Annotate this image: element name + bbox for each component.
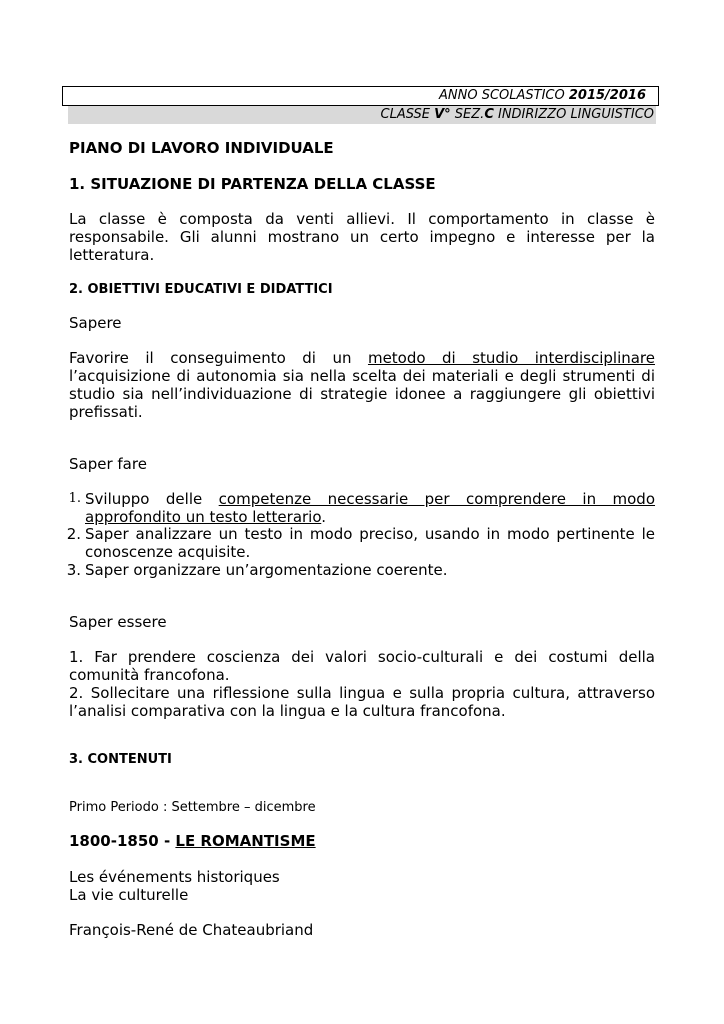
topic-heading	[69, 832, 655, 850]
list-item-text: Saper analizzare un testo in modo preciso, usando in modo pertinente le conoscenze acquisite.	[85, 525, 655, 561]
sapere-text	[69, 349, 655, 421]
document-title: PIANO DI LAVORO INDIVIDUALE	[69, 139, 334, 157]
period-label: Primo Periodo : Settembre – dicembre	[69, 800, 316, 815]
address-label: INDIRIZZO LINGUISTICO	[493, 107, 654, 122]
content-item-2: La vie culturelle	[69, 886, 189, 904]
saper-fare-item-3	[55, 561, 655, 579]
saper-fare-item-2	[55, 525, 655, 561]
sapere-text-start: Favorire il conseguimento di un	[69, 349, 368, 367]
list-item-text-end: .	[321, 508, 327, 526]
class-value: V°	[434, 107, 451, 122]
school-year	[439, 88, 646, 103]
section-2-heading: 2. OBIETTIVI EDUCATIVI E DIDATTICI	[69, 282, 333, 297]
list-item-underlined-text: competenze necessarie per comprendere in modo approfondito un testo letterario	[85, 490, 656, 526]
topic-title: LE ROMANTISME	[175, 832, 316, 850]
section-3-heading: 3. CONTENUTI	[69, 752, 172, 767]
saper-fare-label: Saper fare	[69, 455, 147, 473]
sapere-text-end: l’acquisizione di autonomia sia nella scelta dei materiali e degli strumenti di studio sia nell’individuazione di strategie idonee a raggiungere gli obiettivi prefissati.	[69, 367, 655, 421]
school-year-label: ANNO SCOLASTICO	[439, 88, 569, 103]
list-item-text	[85, 490, 655, 526]
list-item-text-start: Sviluppo delle	[85, 490, 219, 508]
header-year-box	[62, 86, 659, 106]
content-item-1: Les événements historiques	[69, 868, 280, 886]
class-label: CLASSE	[380, 107, 435, 122]
author-name: François-René de Chateaubriand	[69, 921, 314, 939]
section-1-text: La classe è composta da venti allievi. Il comportamento in classe è responsabile. Gli alunni mostrano un certo impegno e interesse per la letteratura.	[69, 210, 655, 264]
saper-essere-point-2: 2. Sollecitare una riflessione sulla lingua e sulla propria cultura, attraverso l’analisi comparativa con la lingua e la cultura francofona.	[69, 684, 655, 720]
list-item-text: Saper organizzare un’argomentazione coerente.	[85, 561, 448, 579]
list-number: 2.	[66, 525, 81, 543]
list-number: 3.	[66, 561, 81, 579]
saper-essere-label: Saper essere	[69, 613, 167, 631]
section-value: C	[484, 107, 494, 122]
topic-date: 1800-1850 -	[69, 832, 176, 850]
saper-fare-item-1	[55, 490, 655, 526]
section-label: SEZ.	[450, 107, 485, 122]
header-class-bar	[68, 106, 656, 124]
sapere-label: Sapere	[69, 314, 122, 332]
section-1-heading: 1. SITUAZIONE DI PARTENZA DELLA CLASSE	[69, 175, 436, 193]
saper-essere-point-1: 1. Far prendere coscienza dei valori socio-culturali e dei costumi della comunità francofona.	[69, 648, 655, 684]
list-number: 1.	[68, 491, 81, 506]
school-year-value: 2015/2016	[568, 88, 646, 103]
sapere-underlined-text: metodo di studio interdisciplinare	[367, 349, 655, 367]
